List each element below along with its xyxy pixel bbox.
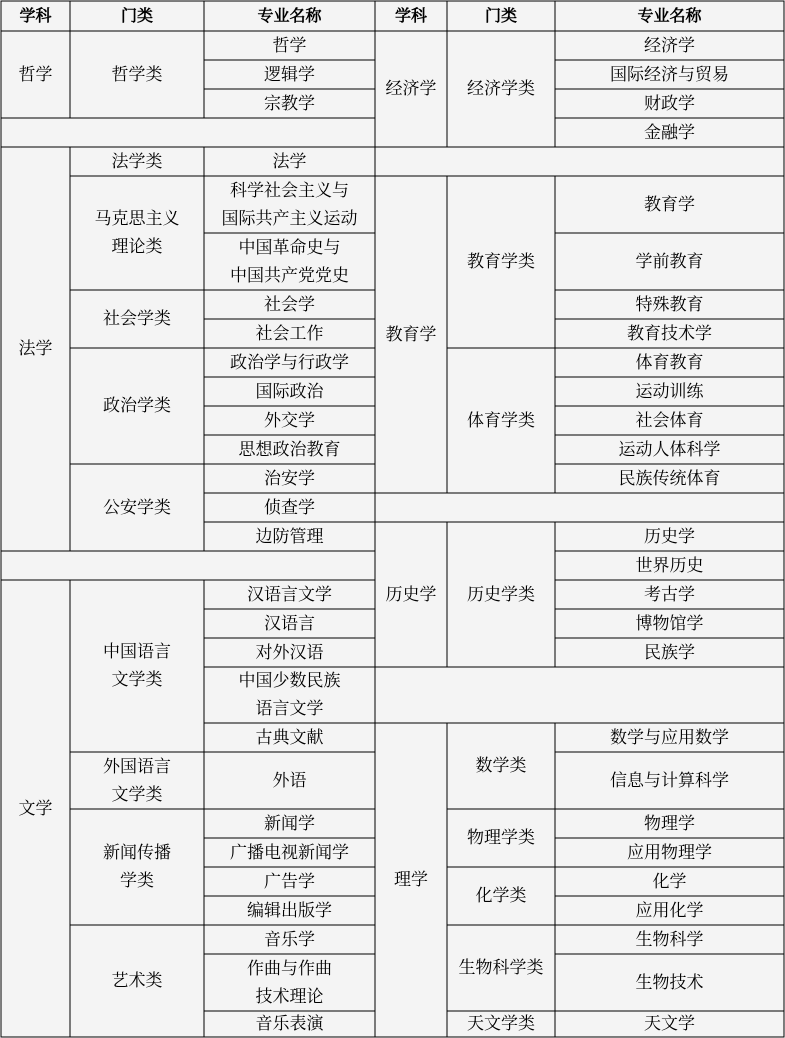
discipline-cell: 哲学 [18, 64, 53, 85]
major-cell: 科学社会主义与 国际共产主义运动 [221, 180, 358, 229]
major-cell: 生物技术 [635, 972, 704, 993]
major-cell: 社会学 [264, 294, 315, 315]
major-cell: 音乐学 [264, 929, 315, 950]
major-cell: 作曲与作曲 技术理论 [247, 958, 332, 1007]
major-cell: 治安学 [264, 468, 315, 489]
table-cell-border [1, 551, 375, 580]
header-major-name: 专业名称 [257, 6, 322, 25]
major-cell: 民族学 [644, 642, 695, 663]
category-cell: 马克思主义 理论类 [94, 209, 180, 257]
major-cell: 财政学 [644, 93, 695, 114]
major-cell: 音乐表演 [255, 1014, 324, 1034]
major-cell: 教育技术学 [627, 323, 712, 344]
major-cell: 考古学 [644, 584, 695, 605]
major-cell: 逻辑学 [264, 64, 315, 85]
major-cell: 广告学 [264, 871, 315, 892]
header-category: 门类 [484, 6, 517, 25]
major-cell: 博物馆学 [635, 613, 704, 634]
category-cell: 体育学类 [467, 410, 535, 431]
major-cell: 对外汉语 [255, 642, 324, 663]
header-discipline: 学科 [394, 6, 427, 25]
major-cell: 世界历史 [635, 555, 704, 576]
major-cell: 特殊教育 [635, 294, 704, 315]
major-cell: 新闻学 [264, 813, 315, 834]
category-cell: 政治学类 [103, 396, 171, 416]
category-cell: 生物科学类 [458, 958, 544, 978]
category-cell: 公安学类 [103, 497, 171, 518]
major-cell: 政治学与行政学 [230, 352, 349, 373]
major-cell: 古典文献 [255, 727, 324, 748]
discipline-cell: 法学 [18, 339, 53, 359]
major-cell: 信息与计算科学 [610, 770, 729, 791]
major-cell: 运动训练 [635, 381, 704, 402]
major-cell: 外交学 [264, 410, 315, 431]
category-cell: 法学类 [111, 151, 163, 172]
major-cell: 运动人体科学 [618, 439, 721, 460]
major-cell: 社会体育 [635, 410, 704, 431]
table-cell-border [375, 147, 784, 176]
major-cell: 应用化学 [635, 900, 704, 921]
discipline-cell: 理学 [394, 870, 428, 890]
header-discipline: 学科 [19, 6, 52, 25]
major-cell: 外语 [272, 770, 307, 791]
major-cell: 历史学 [644, 526, 695, 547]
major-cell: 中国革命史与 中国共产党党史 [230, 237, 349, 286]
table-cell-border [375, 493, 784, 522]
category-cell: 天文学类 [467, 1014, 535, 1034]
category-cell: 外国语言 文学类 [103, 756, 171, 805]
discipline-cell: 文学 [18, 798, 53, 819]
category-cell: 数学类 [475, 756, 527, 776]
major-cell: 化学 [652, 871, 687, 892]
major-cell: 应用物理学 [627, 842, 712, 863]
category-cell: 化学类 [475, 886, 527, 906]
major-cell: 宗教学 [264, 93, 315, 114]
major-cell: 汉语言 [264, 613, 315, 634]
major-cell: 天文学 [644, 1014, 695, 1034]
category-cell: 物理学类 [467, 828, 535, 848]
major-cell: 广播电视新闻学 [230, 842, 349, 863]
major-cell: 社会工作 [255, 323, 324, 344]
major-cell: 学前教育 [635, 251, 704, 272]
major-cell: 边防管理 [255, 526, 324, 547]
discipline-cell: 经济学 [385, 79, 437, 99]
major-cell: 物理学 [644, 813, 695, 834]
major-cell: 数学与应用数学 [610, 727, 729, 748]
major-cell: 法学 [272, 151, 307, 172]
discipline-cell: 历史学 [385, 584, 437, 605]
major-cell: 民族传统体育 [618, 468, 721, 489]
major-cell: 经济学 [644, 35, 695, 56]
major-cell: 汉语言文学 [247, 584, 332, 605]
category-cell: 历史学类 [467, 584, 535, 605]
major-cell: 思想政治教育 [238, 439, 341, 460]
header-category: 门类 [120, 6, 153, 25]
category-cell: 艺术类 [111, 971, 163, 991]
category-cell: 经济学类 [467, 79, 535, 99]
major-cell: 国际政治 [255, 381, 324, 402]
category-cell: 中国语言 文学类 [103, 642, 171, 690]
major-cell: 哲学 [272, 35, 307, 56]
discipline-cell: 教育学 [385, 324, 437, 345]
category-cell: 哲学类 [111, 64, 163, 85]
table-cell-border [1, 118, 375, 147]
major-cell: 国际经济与贸易 [610, 64, 729, 85]
major-cell: 教育学 [644, 194, 695, 215]
major-cell: 金融学 [644, 122, 695, 143]
table-cell-border [375, 667, 784, 723]
major-cell: 体育教育 [635, 352, 704, 373]
category-cell: 社会学类 [103, 309, 171, 329]
major-cell: 中国少数民族 语言文学 [238, 671, 341, 719]
major-cell: 编辑出版学 [247, 900, 332, 921]
header-major-name: 专业名称 [637, 6, 702, 25]
major-cell: 生物科学 [635, 929, 704, 950]
major-cell: 侦查学 [264, 497, 315, 518]
category-cell: 教育学类 [467, 252, 535, 272]
category-cell: 新闻传播 学类 [103, 843, 171, 891]
